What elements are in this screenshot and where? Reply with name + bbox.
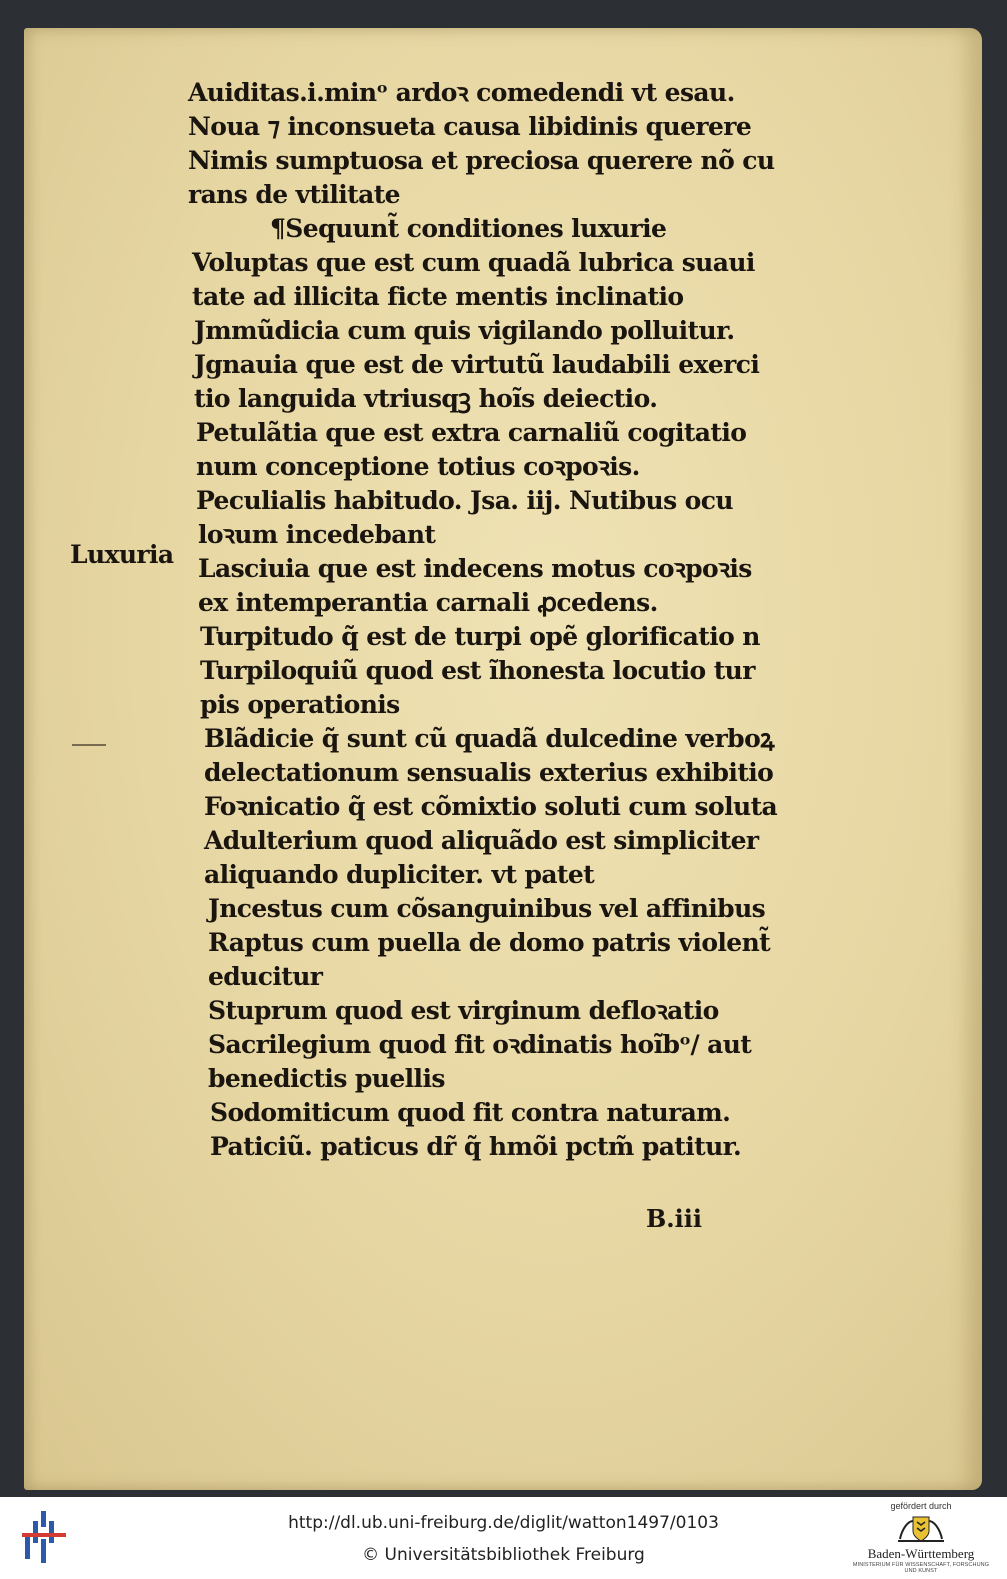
text-line: num conceptione totius coꝛpoꝛis.: [196, 452, 640, 481]
text-line: Jmmũdicia cum quis vigilando polluitur.: [194, 316, 735, 345]
text-line: rans de vtilitate: [188, 180, 400, 209]
copyright-text: © Universitätsbibliothek Freiburg: [362, 1545, 645, 1565]
text-line: loꝛum incedebant: [198, 520, 436, 549]
sponsor-caption: gefördert durch: [890, 1501, 952, 1511]
sponsor-block: [846, 1501, 996, 1577]
text-line: Paticiũ. paticus dr̃ q̃ hmõi pctm̃ patitur.: [210, 1132, 742, 1161]
text-line: Foꝛnicatio q̃ est cõmixtio soluti cum soluta: [204, 792, 778, 821]
margin-mark: [72, 736, 106, 746]
text-line: Turpitudo q̃ est de turpi opẽ glorificatio n: [200, 622, 760, 651]
text-line: aliquando dupliciter. vt patet: [204, 860, 595, 889]
text-line: ex intemperantia carnali ꝓcedens.: [198, 588, 658, 617]
signature-mark: B.iii: [646, 1204, 702, 1233]
sponsor-name: Baden-Württemberg: [867, 1546, 975, 1561]
sponsor-ministry: MINISTERIUM FÜR WISSENSCHAFT, FORSCHUNG UND KUNST: [852, 1562, 990, 1574]
text-line: tio languida vtriusqꝫ hoĩs deiectio.: [194, 384, 658, 413]
text-line: Voluptas que est cum quadã lubrica suaui: [192, 248, 755, 277]
text-line: educitur: [208, 962, 323, 991]
state-crest-icon: [896, 1513, 946, 1545]
text-line: pis operationis: [200, 690, 400, 719]
text-line: delectationum sensualis exterius exhibitio: [204, 758, 774, 787]
text-line: Blãdicie q̃ sunt cũ quadã dulcedine verboꝝ: [204, 724, 774, 753]
text-line: Jncestus cum cõsanguinibus vel affinibus: [208, 894, 766, 923]
text-line: Turpiloquiũ quod est ĩhonesta locutio tur: [200, 656, 755, 685]
text-line: Auiditas.i.minᵒ ardoꝛ comedendi vt esau.: [188, 78, 735, 107]
page-url[interactable]: http://dl.ub.uni-freiburg.de/diglit/watton1497/0103: [288, 1513, 719, 1533]
viewer-footer: [0, 1497, 1007, 1579]
margin-label: Luxuria: [70, 540, 174, 569]
text-line: Jgnauia que est de virtutũ laudabili exerci: [194, 350, 760, 379]
text-line: Raptus cum puella de domo patris violent̃: [208, 928, 771, 957]
text-line: Sacrilegium quod fit oꝛdinatis hoĩbᵒ/ aut: [208, 1030, 752, 1059]
text-line: Sodomiticum quod fit contra naturam.: [210, 1098, 731, 1127]
text-line: Nimis sumptuosa et preciosa querere nõ cu: [188, 146, 775, 175]
text-line: Stuprum quod est virginum defloꝛatio: [208, 996, 719, 1025]
text-line: ¶Sequunt̃ conditiones luxurie: [270, 214, 667, 243]
text-line: tate ad illicita ficte mentis inclinatio: [192, 282, 684, 311]
scanned-page: [24, 28, 982, 1490]
text-line: Petulãtia que est extra carnaliũ cogitatio: [196, 418, 747, 447]
text-line: Adulterium quod aliquãdo est simpliciter: [204, 826, 759, 855]
text-line: Peculialis habitudo. Jsa. iij. Nutibus ocu: [196, 486, 733, 515]
text-line: Lasciuia que est indecens motus coꝛpoꝛis: [198, 554, 752, 583]
text-line: Noua ⁊ inconsueta causa libidinis querere: [188, 112, 752, 141]
text-line: benedictis puellis: [208, 1064, 445, 1093]
